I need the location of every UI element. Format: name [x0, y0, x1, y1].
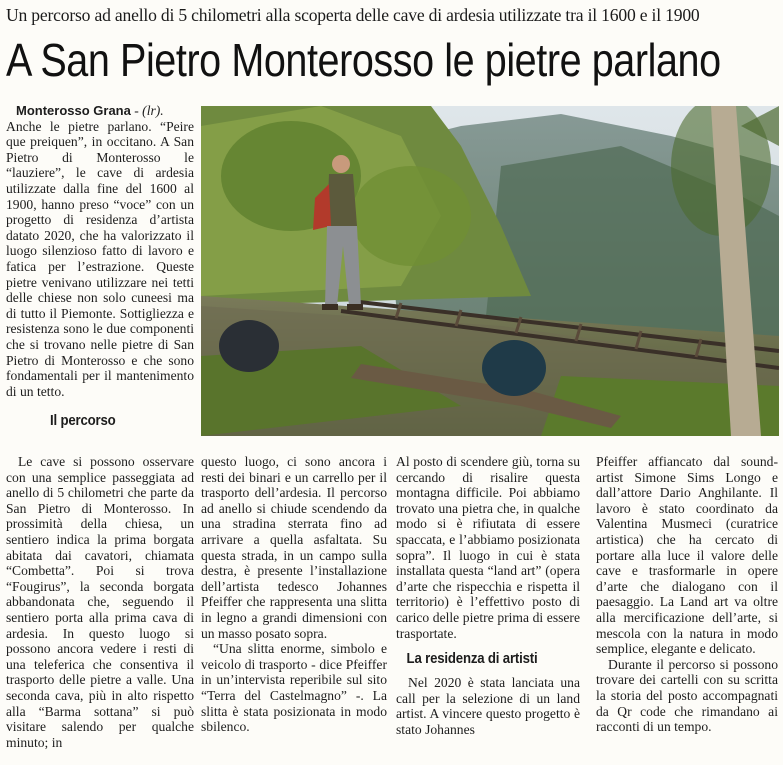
col2-paragraph-2: “Una slitta enorme, simbolo e veicolo di trasporto - dice Pfeiffer in un’intervista reperibile sul sito “Terra del Castelmagno” -. La slitta è stata posizionata in modo sbilenco. — [201, 641, 387, 735]
byline-author: - (lr). — [130, 103, 164, 118]
col4-paragraph-2: Durante il percorso si possono trovare dei cartelli con su scritta la storia del posto accompagnati da Qr code che rimandano ai racconti di un tempo. — [596, 656, 778, 735]
subhead-residenza: La residenza di artisti — [406, 650, 538, 668]
intro-paragraph — [6, 103, 194, 119]
kicker: Un percorso ad anello di 5 chilometri alla scoperta delle cave di ardesia utilizzate tra il 1600 e il 1900 — [6, 5, 700, 25]
column-1 — [6, 454, 194, 750]
byline-place: Monterosso Grana — [16, 103, 131, 118]
column-3 — [396, 454, 580, 738]
col3-paragraph-1: Al posto di scendere giù, torna su cercando di risalire questa montagna difficile. Poi abbiamo trovato una pietra che, in qualche modo si è rifiutata di essere spaccata, e l’abbiamo posizionata sopra”. Il luogo in cui è stata installata questa “land art” (opera d’arte che rispecchia e rispetta il territorio) è l’effettivo posto di carico delle pietre prima di essere trasportate. — [396, 454, 580, 641]
headline: A San Pietro Monterosso le pietre parlano — [6, 34, 721, 86]
subhead-percorso: Il percorso — [50, 412, 116, 430]
article-photo — [201, 106, 779, 436]
intro-text: Anche le pietre parlano. “Peire que preiquen”, in occitano. A San Pietro di Monterosso le “lauziere”, le cave di ardesia utilizzate dalla fine del 1600 al 1900, hanno preso “voce” con un progetto di residenza d’artista datato 2020, che ha valorizzato il luogo silenzioso fatto di lavoro e fatica per l’estrazione. Queste pietre venivano utilizzare nei tetti delle chiese non solo cuneesi ma di tutto il Piemonte. Sottigliezza e resistenza sono le due componenti che si trovano nelle pietre di San Pietro di Monterosso e che sono fondamentali per il mantenimento di un tetto. — [6, 118, 194, 399]
col2-paragraph-1: questo luogo, ci sono ancora i resti dei binari e un carrello per il trasporto dell’ardesia. Il percorso ad anello si chiude scendendo da una stradina sterrata fino ad arrivare a quella asfaltata. Su questa strada, in un campo sulla destra, è presente l’installazione dell’artista tedesco Johannes Pfeiffer che rappresenta una slitta in legno a grandi dimensioni con un masso posato sopra. — [201, 454, 387, 641]
col4-paragraph-1: Pfeiffer affiancato dal sound-artist Simone Sims Longo e dall’attore Dario Anghilante. Il lavoro è stato coordinato da Valentina Musmeci (curatrice artistica) che ha cercato di portare alla luce il valore delle cave e trasformarle in opere d’arte che dialogano con il paesaggio. La Land art va oltre alla mercificazione dell’arte, si mescola con la natura in modo semplice, elegante e delicato. — [596, 454, 778, 657]
intro-column — [6, 103, 194, 437]
col3-paragraph-2: Nel 2020 è stata lanciata una call per la selezione di un land artist. A vincere questo progetto è stato Johannes — [396, 675, 580, 737]
column-4 — [596, 454, 778, 735]
col1-paragraph: Le cave si possono osservare con una semplice passeggiata ad anello di 5 chilometri che parte da San Pietro di Monterosso. In prossimità della chiesa, un sentiero indica la prima borgata abitata dai cavatori, chiamata “Combetta”. Poi si trova “Fougirus”, la seconda borgata abbandonata che, seguendo il sentiero porta alla prima cava di ardesia. In questo luogo si possono ancora vedere i resti di una teleferica che consentiva il trasporto delle pietre a valle. Una seconda cava, più in alto rispetto alla “Barma sottana” si può visitare salendo per qualche minuto; in — [6, 454, 194, 750]
column-2 — [201, 454, 387, 735]
